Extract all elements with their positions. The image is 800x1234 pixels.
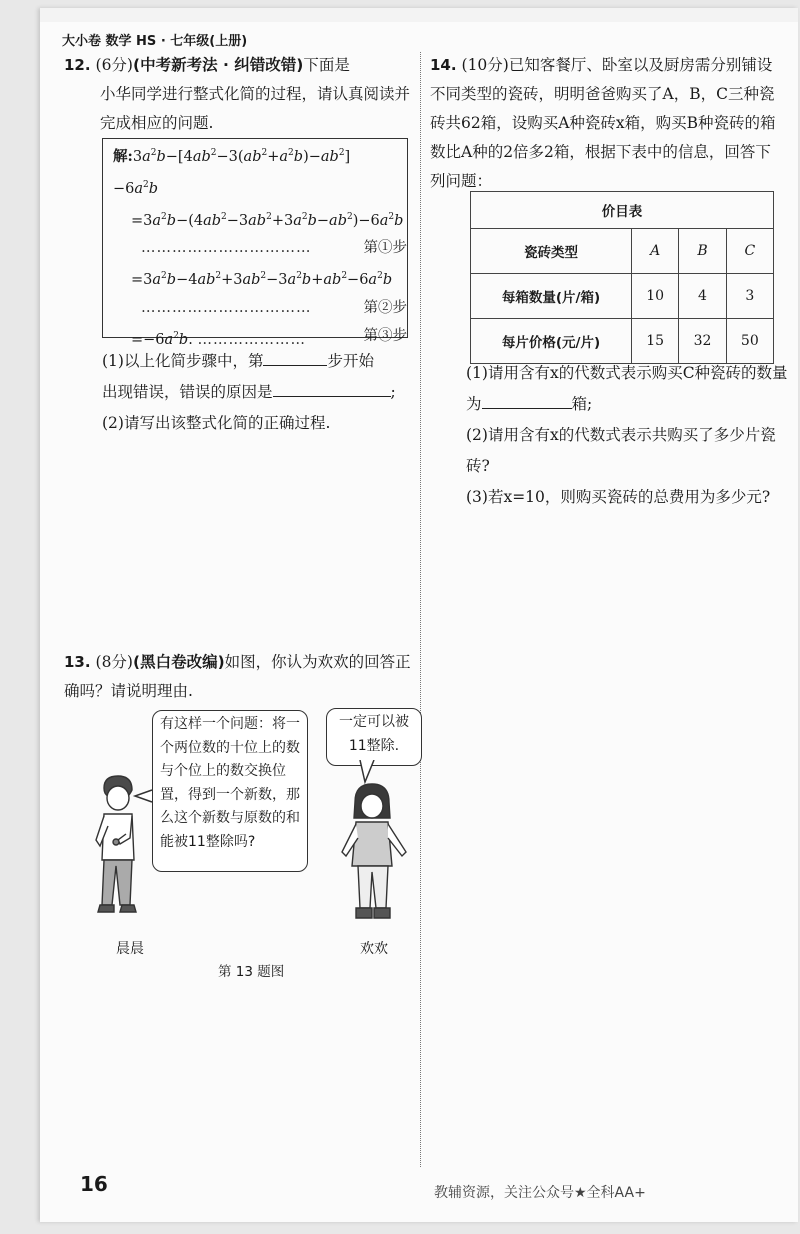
column-divider xyxy=(420,52,421,1167)
question-13 xyxy=(64,648,414,706)
question-number: 14. xyxy=(430,56,457,74)
question-points: (10分) xyxy=(461,56,509,74)
page-number: 16 xyxy=(80,1172,108,1196)
step-label: 第③步 xyxy=(363,328,407,345)
table-header-cell: 瓷砖类型 xyxy=(471,229,632,274)
sub-question-1: (1)以上化简步骤中，第 步开始 xyxy=(102,346,418,377)
solution-step-1 xyxy=(113,234,407,262)
answer-blank[interactable] xyxy=(273,378,391,397)
footer-text: 教辅资源，关注公众号★全科AA+ xyxy=(434,1185,646,1201)
bubble-tail-left xyxy=(135,790,152,802)
boy-figure xyxy=(96,776,136,912)
table-header-row xyxy=(471,229,774,274)
sub-question-3: (3)若x=10，则购买瓷砖的总费用为多少元? xyxy=(466,488,771,506)
question-points: (6分) xyxy=(95,56,133,74)
girl-figure xyxy=(342,784,406,918)
sub-question-2: (2)请用含有x的代数式表示共购买了多少片瓷砖? xyxy=(466,426,776,475)
table-title: 价目表 xyxy=(471,192,774,229)
table-cell: 3 xyxy=(726,274,773,319)
answer-blank[interactable] xyxy=(263,347,327,366)
sub-question-1-cont: 出现错误，错误的原因是 ; xyxy=(102,377,418,408)
price-table xyxy=(470,191,774,364)
question-text: 已知客餐厅、卧室以及厨房需分别铺设不同类型的瓷砖，明明爸爸购买了A，B，C三种瓷砖共62箱，设购买A种瓷砖x箱，购买B种瓷砖的箱数比A种的2倍多2箱，根据下表中的信息，回答下列问题： xyxy=(430,56,776,190)
table-header-cell: A xyxy=(632,229,679,274)
header-strip xyxy=(40,8,798,22)
solution-step-3: $=-6a^2b$. ………………… 第③步 xyxy=(113,322,407,354)
solution-step-2 xyxy=(113,294,407,322)
solution-box xyxy=(102,138,408,349)
question-number: 13. xyxy=(64,653,91,671)
speech-bubble-huanhuan: 一定可以被11整除. xyxy=(326,708,422,766)
table-cell: 4 xyxy=(679,274,726,319)
cartoon-figures xyxy=(90,760,430,930)
step-label: 第②步 xyxy=(363,300,407,317)
solution-prefix: 解: xyxy=(113,147,133,165)
question-text-continued: 小华同学进行整式化简的过程，请认真阅读并完成相应的问题. xyxy=(100,85,411,132)
step-label: 第①步 xyxy=(363,240,407,257)
solution-line-2: $-6a^2b$ xyxy=(113,179,159,197)
dots-leader: …………………………… xyxy=(141,240,312,257)
solution-line-3: $=3a^2b-(4ab^2-3ab^2+3a^2b-ab^2)-6a^2b$ xyxy=(131,211,404,229)
solution-line-1: 解$:3a^2b-[4ab^2-3(ab^2+a^2b)-ab^2]$ xyxy=(113,147,351,165)
running-head: 大小卷 数学 HS · 七年级(上册) xyxy=(62,34,248,49)
sub-question-1: (1)请用含有x的代数式表示购买C种瓷砖的数量为 箱; xyxy=(466,364,788,413)
question-12-subitems xyxy=(102,346,418,439)
question-points: (8分) xyxy=(95,653,133,671)
sub-question-2: (2)请写出该整式化简的正确过程. xyxy=(102,414,331,432)
bubble-tail-right xyxy=(360,760,374,782)
question-number: 12. xyxy=(64,56,91,74)
table-header-cell: B xyxy=(679,229,726,274)
name-huanhuan: 欢欢 xyxy=(360,941,388,957)
table-cell: 每片价格(元/片) xyxy=(471,319,632,364)
speech-bubble-chenchen: 有这样一个问题：将一个两位数的十位上的数与个位上的数交换位置，得到一个新数，那么这个新数与原数的和能被11整除吗? xyxy=(152,710,308,872)
table-row xyxy=(471,274,774,319)
table-cell: 32 xyxy=(679,319,726,364)
figure-caption: 第 13 题图 xyxy=(218,964,285,980)
solution-line-4: $=3a^2b-4ab^2+3ab^2-3a^2b+ab^2-6a^2b$ xyxy=(131,271,393,289)
question-tag: (黑白卷改编) xyxy=(132,653,225,671)
table-header-cell: C xyxy=(726,229,773,274)
name-chenchen: 晨晨 xyxy=(116,941,144,957)
dots-leader: …………………………… xyxy=(141,300,312,317)
table-cell: 50 xyxy=(726,319,773,364)
question-text: 下面是 xyxy=(303,56,350,74)
table-cell: 10 xyxy=(632,274,679,319)
question-text: 如图，你认为欢欢的回答正确吗？请说明理由. xyxy=(64,653,411,700)
question-14 xyxy=(430,51,782,196)
question-14-subitems xyxy=(466,358,788,513)
question-12 xyxy=(64,51,414,138)
table-cell: 每箱数量(片/箱) xyxy=(471,274,632,319)
question-tag: (中考新考法 · 纠错改错) xyxy=(132,56,304,74)
table-cell: 15 xyxy=(632,319,679,364)
answer-blank[interactable] xyxy=(482,390,572,409)
table-row xyxy=(471,319,774,364)
